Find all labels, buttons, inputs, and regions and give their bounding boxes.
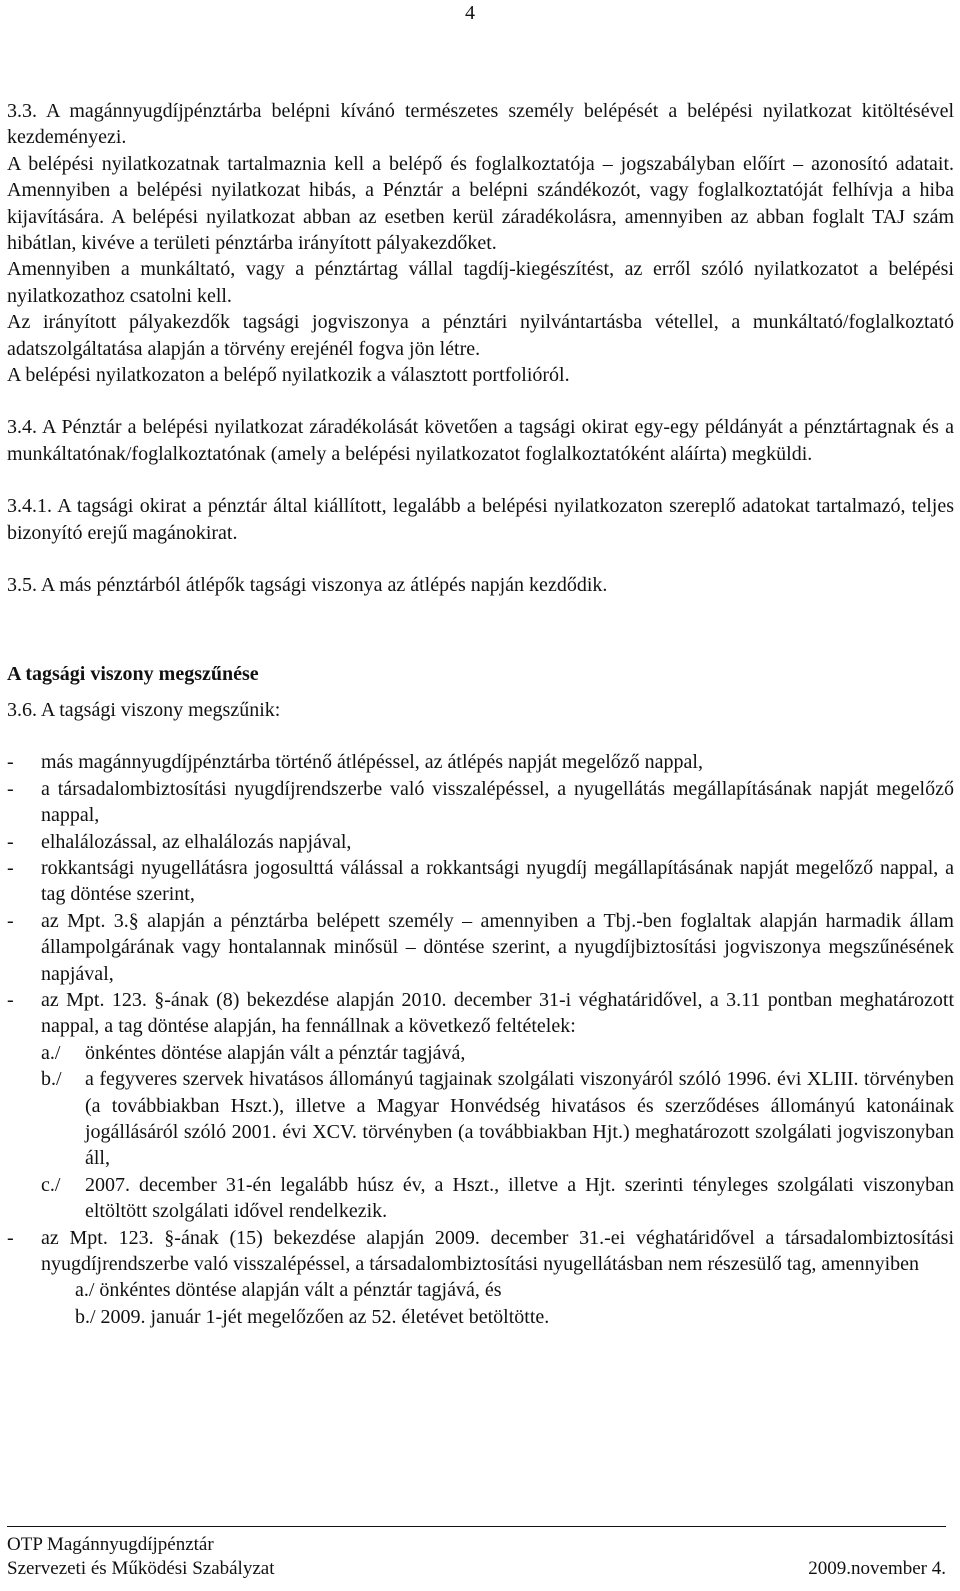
dash-marker: - [7,856,14,879]
paragraph-3-3-supplement: Amennyiben a munkáltató, vagy a pénztártag vállal tagdíj-kiegészítést, az erről szóló nyilatkozatot a belépési nyilatkozathoz csatolni kell. [7,258,954,307]
list-item: - a társadalombiztosítási nyugdíjrendszerbe való visszalépéssel, a nyugellátás megállapításának napját megelőző nappal, [7,777,954,827]
paragraph-3-3-portfolio: A belépési nyilatkozaton a belépő nyilatkozik a választott portfolióról. [7,364,570,387]
sub-item-a: a./ önkéntes döntése alapján vált a pénztár tagjává, [41,1041,466,1064]
sub2-item-b: b./ 2009. január 1-jét megelőzően az 52. életévet betöltötte. [75,1305,550,1328]
document-body [7,98,954,1330]
paragraph-3-3: 3.3. A magánnyugdíjpénztárba belépni kívánó természetes személy belépését a belépési nyilatkozat kitöltésével kezdeményezi. [7,100,954,149]
paragraph-3-4-1: 3.4.1. A tagsági okirat a pénztár által kiállított, legalább a belépési nyilatkozaton szereplő adatokat tartalmazó, teljes bizonyító erejű magánokirat. [7,495,954,544]
section-heading: A tagsági viszony megszűnése [7,662,259,685]
list-item: - az Mpt. 123. §-ának (15) bekezdése alapján 2009. december 31.-ei véghatáridővel a társadalombiztosítási nyugdíjrendszerbe való visszalépéssel, a társadalombiztosítási nyugellátásban nem részesülő tag, amennyiben [7,1226,954,1276]
footer-date: 2009.november 4. [808,1558,946,1579]
list-item: - az Mpt. 3.§ alapján a pénztárba belépett személy – amennyiben a Tbj.-ben foglaltak alapján harmadik állam állampolgárának vagy hontalannak minősül – döntése szerint, a nyugdíjbiztosítási jogviszonya megszűnésének napjával, [7,909,954,985]
list-item: - rokkantsági nyugellátásra jogosulttá válással a rokkantsági nyugdíj megállapításának napját megelőző nappal, a tag döntése szerint, [7,856,954,906]
paragraph-3-4: 3.4. A Pénztár a belépési nyilatkozat záradékolását követően a tagsági okirat egy-egy példányát a pénztártagnak és a munkáltatónak/foglalkoztatónak (amely a belépési nyilatkozatot foglalkoztatóként aláírta) megküldi. [7,416,954,465]
footer-org: OTP Magánnyugdíjpénztár [7,1534,214,1555]
footer-doc-title: Szervezeti és Működési Szabályzat [7,1558,275,1579]
paragraph-3-3-identification: A belépési nyilatkozatnak tartalmaznia kell a belépő és foglalkoztatója – jogszabályban előírt – azonosító adatait. Amennyiben a belépési nyilatkozat hibás, a Pénztár a belépni szándékozót, vagy foglalkoztatóját felhívja a hiba kijavítására. A belépési nyilatkozat abban az esetben kerül záradékolásra, amennyiben az abban foglalt TAJ szám hibátlan, kivéve a területi pénztárba irányított pályakezdőket. [7,152,954,255]
dash-marker: - [7,751,14,774]
page-footer [7,1526,946,1581]
dash-marker: - [7,777,14,800]
dash-marker: - [7,1226,14,1249]
paragraph-3-5: 3.5. A más pénztárból átlépők tagsági viszonya az átlépés napján kezdődik. [7,574,608,597]
dash-marker: - [7,988,14,1011]
dash-marker: - [7,909,14,932]
sub2-item-a: a./ önkéntes döntése alapján vált a pénztár tagjává, és [75,1279,502,1302]
list-item: - elhalálozással, az elhalálozás napjával, [7,829,954,855]
paragraph-3-3-career-starters: Az irányított pályakezdők tagsági jogviszonya a pénztári nyilvántartásba vétellel, a munkáltató/foglalkoztató adatszolgáltatása alapján a törvény erejénél fogva jön létre. [7,311,954,360]
page-number: 4 [465,2,475,24]
sub-item-c: c./ 2007. december 31-én legalább húsz év, a Hszt., illetve a Hjt. szerinti tényleges szolgálati viszonyban eltöltött szolgálati idővel rendelkezik. [41,1173,954,1223]
list-item: - más magánnyugdíjpénztárba történő átlépéssel, az átlépés napját megelőző nappal, [7,749,954,775]
dash-marker: - [7,830,14,853]
list-item: - az Mpt. 123. §-ának (8) bekezdése alapján 2010. december 31-i véghatáridővel, a 3.11 pontban meghatározott nappal, a tag döntése alapján, ha fennállnak a következő feltételek: [7,988,954,1038]
paragraph-3-6: 3.6. A tagsági viszony megszűnik: [7,698,281,721]
sub-item-b: b./ a fegyveres szervek hivatásos állományú tagjainak szolgálati viszonyáról szóló 1996. évi XLIII. törvényben (a továbbiakban Hszt.), illetve a Magyar Honvédség hivatásos és szerződéses állományú katonáinak jogállásáról szóló 2001. évi XCV. törvényben (a továbbiakban Hjt.) meghatározott szolgálati jogviszonyban áll, [41,1068,954,1170]
